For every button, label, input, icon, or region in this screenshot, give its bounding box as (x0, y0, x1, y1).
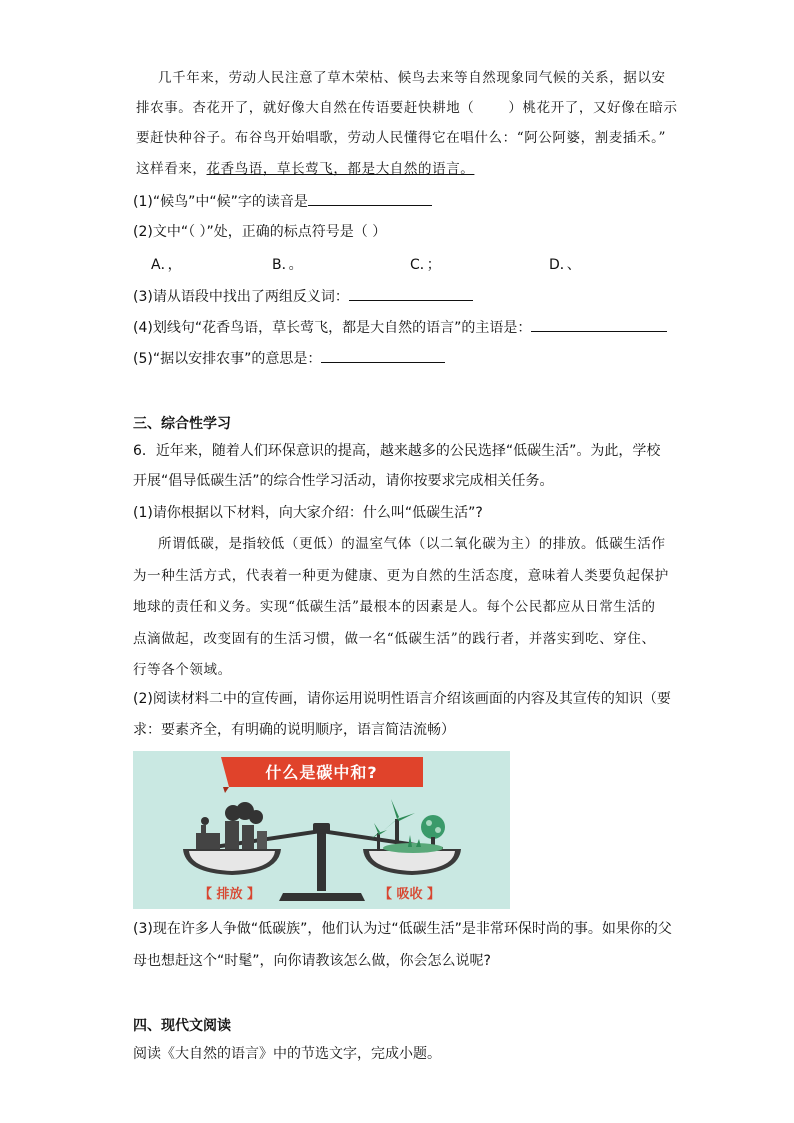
question-text: (4)划线句“花香鸟语，草长莺飞，都是大自然的语言”的主语是： (133, 320, 532, 336)
reading-instruction: 阅读《大自然的语言》中的节选文字，完成小题。 (133, 1046, 441, 1062)
material-line: 点滴做起，改变固有的生活习惯，做一名“低碳生活”的践行者，并落实到吃、穿住、 (133, 631, 656, 647)
factory-chimney (201, 825, 206, 835)
cooling-tower (242, 825, 254, 849)
grass-mound (383, 843, 443, 853)
material-line: 为一种生活方式，代表着一种更为健康、更为自然的生活态度，意味着人类要负起保护 (133, 568, 669, 584)
question-2: (2)文中“（ ）”处，正确的标点符号是（ ） (133, 224, 387, 240)
absorption-label: 【 吸收 】 (379, 887, 441, 902)
passage-line: 要赶快种谷子。布谷鸟开始唱歌，劳动人民懂得它在唱什么：“阿公阿婆，割麦插禾。” (136, 130, 666, 146)
option-c[interactable]: C．； (410, 257, 441, 273)
answer-blank[interactable] (321, 348, 445, 363)
section-heading: 四、现代文阅读 (133, 1018, 231, 1034)
poster-banner (216, 756, 427, 790)
carbon-neutral-poster (133, 751, 510, 909)
answer-blank[interactable] (349, 286, 473, 301)
subquestion-3: 母也想赶这个“时髦”，向你请教该怎么做，你会怎么说呢? (133, 953, 491, 969)
passage-text: 排农事。杏花开了，就好像大自然在传语要赶快耕地（ (136, 100, 475, 116)
scale-base (279, 893, 365, 901)
question-4 (133, 317, 667, 338)
option-b[interactable]: B．。 (272, 257, 303, 273)
cooling-tower (225, 821, 239, 849)
question-1 (133, 191, 432, 212)
question-text: (3)请从语段中找出了两组反义词： (133, 289, 349, 305)
question-5 (133, 348, 445, 369)
question-6-line: 6．近年来，随着人们环保意识的提高，越来越多的公民选择“低碳生活”。为此，学校 (133, 443, 661, 459)
underlined-sentence: 花香鸟语，草长莺飞，都是大自然的语言。 (206, 161, 475, 177)
answer-blank[interactable] (308, 191, 432, 206)
factory-building (196, 833, 220, 849)
smoke-cloud (249, 810, 263, 824)
scale-post (317, 831, 326, 891)
answer-blank[interactable] (531, 317, 667, 332)
subquestion-3: (3)现在许多人争做“低碳族”，他们认为过“低碳生活”是非常环保时尚的事。如果你的父 (133, 921, 672, 937)
option-a[interactable]: A．， (151, 257, 182, 273)
passage-line (136, 98, 678, 118)
material-line: 地球的责任和义务。实现“低碳生活”最根本的因素是人。每个公民都应从日常生活的 (133, 599, 656, 615)
subquestion-2: (2)阅读材料二中的宣传画，请你运用说明性语言介绍该画面的内容及其宣传的知识（要 (133, 691, 671, 707)
smoke-cloud (201, 817, 209, 825)
emission-label: 【 排放 】 (199, 887, 261, 902)
question-6-line: 开展“倡导低碳生活”的综合性学习活动，请你按要求完成相关任务。 (133, 473, 554, 489)
subquestion-1: (1)请你根据以下材料，向大家介绍：什么叫“低碳生活”? (133, 505, 483, 521)
passage-text: ）桃花开了，又好像在暗示 (508, 100, 678, 116)
option-d[interactable]: D．、 (549, 257, 581, 273)
material-line: 行等各个领域。 (133, 662, 232, 678)
passage-text: 这样看来， (136, 161, 207, 177)
wind-turbine-tower (377, 833, 380, 851)
tree-icon (421, 815, 445, 839)
passage-line (136, 159, 474, 179)
passage-line: 几千年来，劳动人民注意了草木荣枯、候鸟去来等自然现象同气候的关系，据以安 (158, 70, 666, 86)
subquestion-2: 求：要素齐全，有明确的说明顺序，语言简洁流畅） (133, 722, 455, 738)
question-text: (1)“候鸟”中“候”字的读音是 (133, 194, 308, 210)
poster-title: 什么是碳中和? (265, 763, 378, 782)
material-line: 所谓低碳，是指较低（更低）的温室气体（以二氧化碳为主）的排放。低碳生活作 (158, 536, 666, 552)
question-text: (5)“据以安排农事”的意思是： (133, 351, 322, 367)
section-heading: 三、综合性学习 (133, 416, 231, 432)
question-3 (133, 286, 473, 307)
cooling-tower (257, 831, 267, 849)
